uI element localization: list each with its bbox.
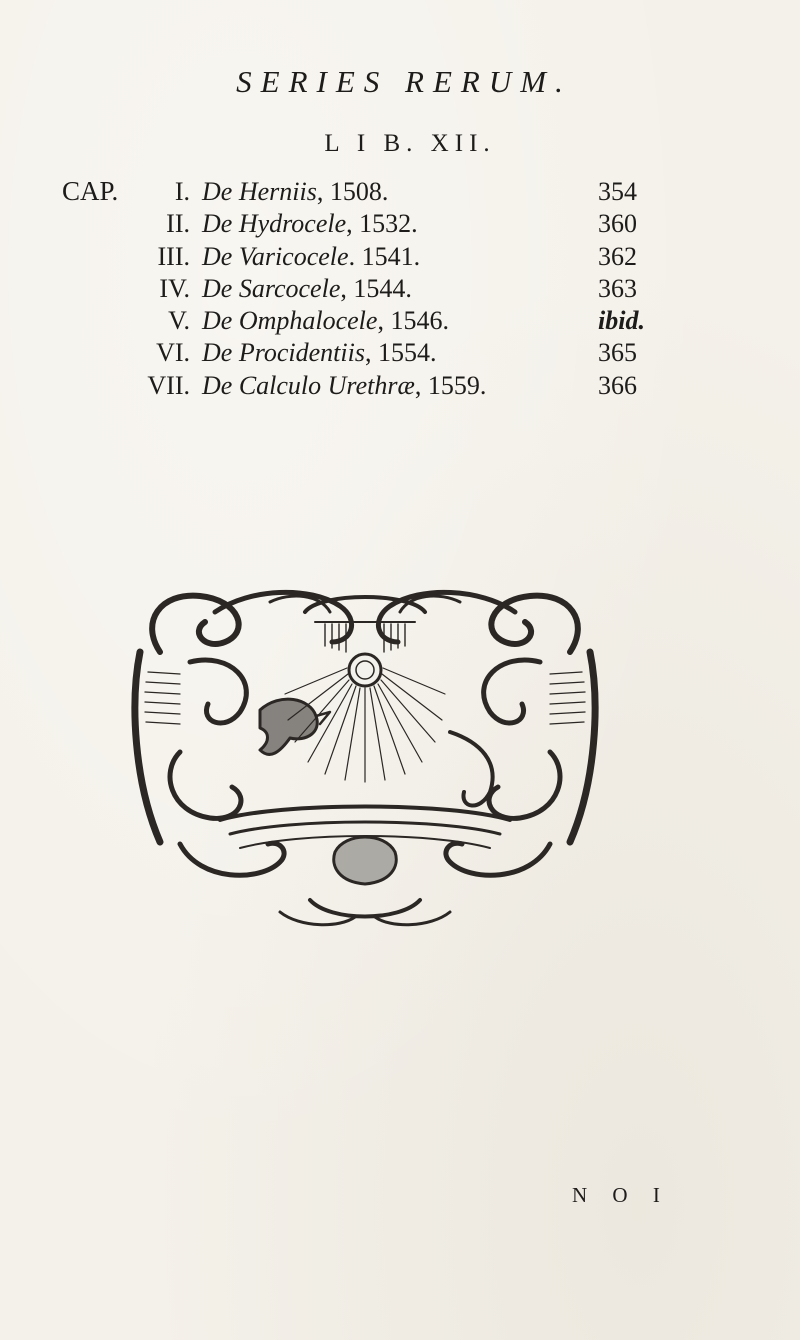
chapter-entry: De Hydrocele, 1532.	[202, 209, 418, 239]
de-word: De	[202, 241, 233, 271]
series-title: SERIES RERUM.	[236, 64, 572, 99]
page-number: 354	[598, 177, 637, 206]
chapter-entry: De Procidentiis, 1554.	[202, 338, 437, 368]
de-word: De	[202, 273, 233, 303]
chapter-year: 1541.	[361, 241, 421, 271]
de-word: De	[202, 338, 233, 368]
page-number: 363	[598, 273, 637, 303]
page-number: 362	[598, 241, 637, 271]
chapter-numeral: II.	[166, 209, 190, 239]
chapter-year: 1546.	[390, 306, 449, 336]
chapter-entry: De Herniis, 1508.	[202, 177, 389, 206]
chapter-numeral: III.	[157, 241, 190, 271]
chapter-entry: De Calculo Urethræ, 1559.	[202, 370, 487, 400]
chapter-year: 1559.	[427, 370, 487, 400]
page-number: 360	[598, 209, 637, 239]
chapter-subject: Sarcocele	[238, 273, 341, 303]
chapter-numeral: IV.	[159, 273, 190, 303]
toc-row	[0, 305, 800, 337]
page-number: ibid.	[598, 306, 645, 336]
toc-row	[0, 241, 800, 273]
toc-row	[0, 370, 800, 402]
chapter-numeral: VII.	[147, 370, 190, 400]
chapter-subject: Herniis	[238, 177, 317, 206]
toc-row	[0, 208, 800, 240]
catchword: N O I	[572, 1183, 670, 1207]
chapter-numeral: VI.	[156, 338, 190, 368]
chapter-subject: Varicocele	[238, 241, 349, 271]
chapter-entry: De Sarcocele, 1544.	[202, 273, 412, 303]
baroque-scroll-ornament-icon	[120, 582, 610, 934]
chapter-subject: Omphalocele	[238, 306, 378, 336]
book-heading: L I B. XII.	[324, 130, 496, 157]
chapter-subject: Calculo Urethræ	[238, 370, 415, 400]
de-word: De	[202, 209, 233, 239]
table-of-contents	[0, 176, 800, 402]
cap-label: CAP.	[62, 176, 119, 206]
de-word: De	[202, 177, 233, 206]
chapter-year: 1508.	[329, 177, 389, 206]
toc-row	[0, 176, 800, 208]
chapter-year: 1554.	[377, 338, 437, 368]
chapter-entry: De Varicocele. 1541.	[202, 241, 421, 271]
chapter-entry: De Omphalocele, 1546.	[202, 306, 449, 336]
de-word: De	[202, 306, 233, 336]
toc-row	[0, 273, 800, 305]
toc-row	[0, 337, 800, 369]
chapter-year: 1544.	[353, 273, 412, 303]
chapter-subject: Procidentiis	[238, 338, 365, 368]
de-word: De	[202, 370, 233, 400]
page-number: 365	[598, 338, 637, 368]
chapter-year: 1532.	[359, 209, 418, 239]
chapter-numeral: V.	[168, 306, 190, 336]
chapter-subject: Hydrocele	[238, 209, 347, 239]
chapter-numeral: I.	[174, 177, 190, 206]
page-number: 366	[598, 370, 637, 400]
